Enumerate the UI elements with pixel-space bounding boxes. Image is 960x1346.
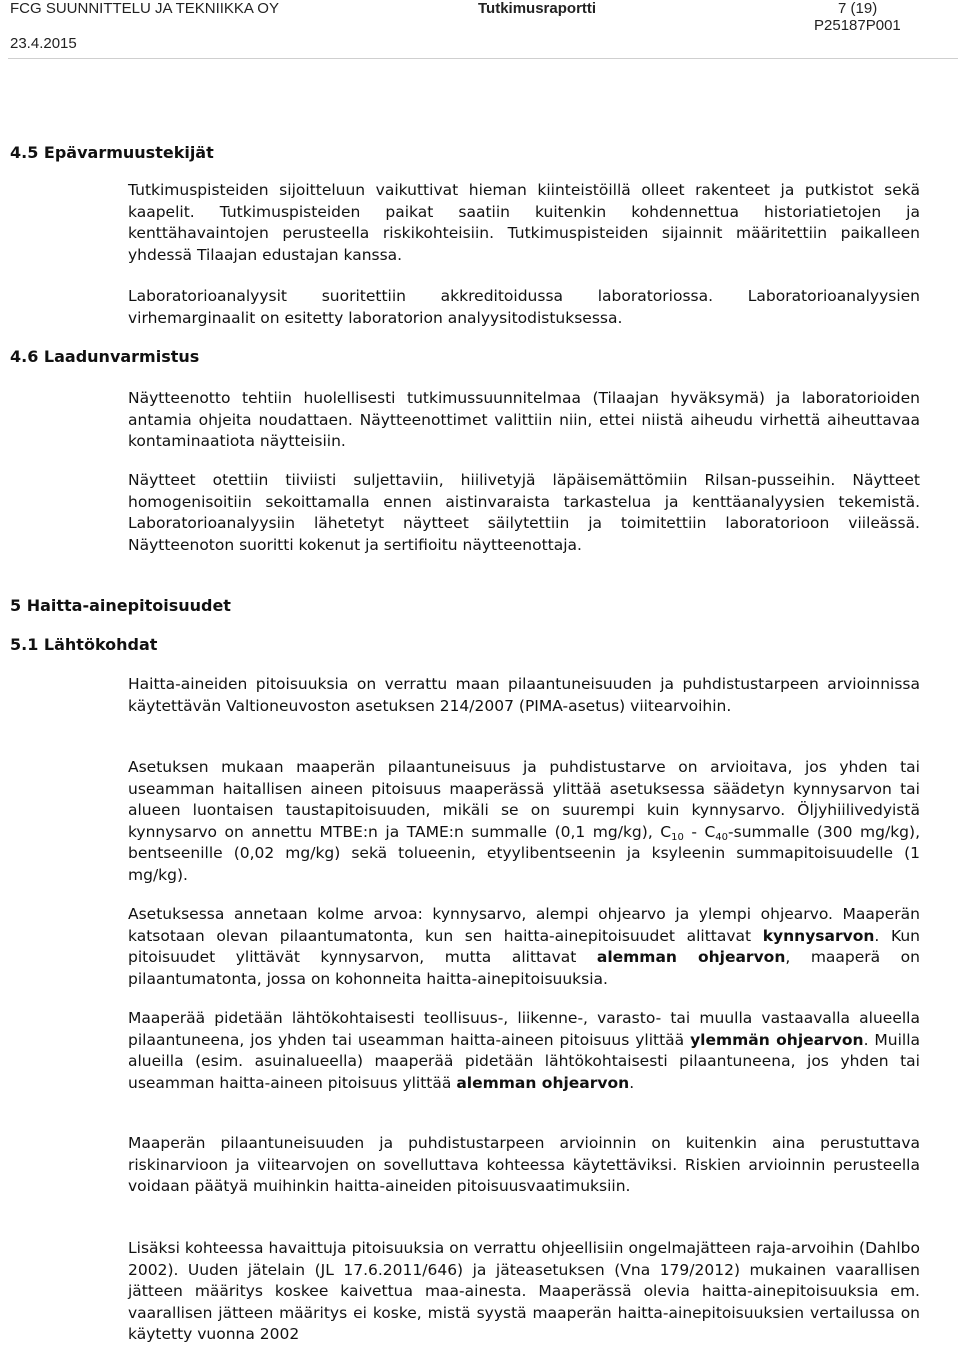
text-run: . Muilla alueilla (esim. asuinalueella) maaperää pidetään lähtökohtaisesti pilaantuneena, jos yhden tai useamman haitta-aineen pitoisuus ylittää [128,1030,921,1092]
paragraph-reference-values: Haitta-aineiden pitoisuuksia on verrattu maan pilaantuneisuuden ja puhdistustarpeen arvioinnissa käytettävän Valtioneuvoston asetuksen 214/2007 (PIMA-asetus) viitearvoihin. [128,675,920,715]
header-doc-id: P25187P001 [814,17,901,34]
bold-term: alemman ohjearvon [456,1073,630,1092]
text-run: -summalle (300 mg/kg), bentseenille (0,02 mg/kg) sekä tolueenin, etyylibentseenin ja ksyleenin summapitoisuudelle (1 mg/kg). [128,822,920,884]
paragraph-laboratory: Laboratorioanalyysit suoritettiin akkreditoidussa laboratoriossa. Laboratorioanalyysien virhemarginaalit on esitetty laboratorion analyysitodistuksessa. [128,287,920,327]
text-run: . Kun pitoisuudet ylittävät kynnysarvon, mutta alittavat [128,926,920,966]
header-doc-type: Tutkimusraportti [478,0,597,17]
bold-term: ylemmän ohjearvon [690,1030,864,1049]
paragraph-samples-handling: Näytteet otettiin tiiviisti suljettaviin, hiilivetyjä läpäisemättömiin Rilsan-pusseihin. Näytteet homogenisoitiin sekoittamalla ennen aistinvaraista tarkastelua ja kenttäanalyysien tekemistä. Laboratorioanalyysiin lähetetyt näytteet säilytettiin ja toimitettiin laboratorioon viileässä. Näytteenoton suoritti kokenut ja sertifioitu näytteenottaja. [128,471,920,554]
header-date: 23.4.2015 [10,35,77,52]
section-heading-4-6: 4.6 Laadunvarmistus [10,347,200,366]
text-run: - C [683,822,716,841]
bold-term: alemman ohjearvon [596,948,786,966]
header-page: 7 (19) [838,0,878,17]
subscript: 10 [671,831,684,843]
text-run: Asetuksen mukaan maaperän pilaantuneisuus ja puhdistustarve on arvioitava, jos yhden tai useamman haitallisen aineen pitoisuus maaperässä ylittää asetuksessa säädetyn kynnysarvon tai alueen luontaisen taustapitoisuuden, mikäli se on suurempi kuin kynnysarvo. Öljyhiilivedyistä kynnysarvo on annettu MTBE:n ja TAME:n summalle (0,1 mg/kg), C [128,758,920,841]
text-run: Asetuksessa annetaan kolme arvoa: kynnysarvo, alempi ohjearvo ja ylempi ohjearvo. Maaperän katsotaan olevan pilaantumatonta, kun sen haitta-ainepitoisuudet alittavat [128,905,920,945]
section-heading-5: 5 Haitta-ainepitoisuudet [10,596,231,615]
paragraph-waste-limits: Lisäksi kohteessa havaittuja pitoisuuksia on verrattu ohjeellisiin ongelmajätteen raja-arvoihin (Dahlbo 2002). Uuden jätelain (JL 17.6.2011/646) ja jäteasetuksen (Vna 179/2012) mukainen vaarallisen jätteen määritys koskee kaivettua maa-ainesta. Maaperässä olevia haitta-ainepitoisuuksia em. vaarallisen jätteen määritys ei koske, mistä syystä maaperän haitta-ainepitoisuuksien vertailussa on käytetty vuonna 2002 [128,1239,920,1343]
paragraph-risk-assessment: Maaperän pilaantuneisuuden ja puhdistustarpeen arvioinnin on kuitenkin aina perustuttava riskinarvioon ja viitearvojen on sovelluttava kohteessa käytettäviksi. Riskien arvioinnin perusteella voidaan päätyä muihinkin haitta-aineiden pitoisuusvaatimuksiin. [128,1134,920,1195]
paragraph-contaminated-land [128,1008,920,1094]
header-company: FCG SUUNNITTELU JA TEKNIIKKA OY [10,0,279,17]
subscript: 40 [715,831,729,843]
header-divider [8,58,958,59]
text-run: , maaperä on pilaantumatonta, jossa on kohonneita haitta-ainepitoisuuksia. [128,948,920,988]
paragraph-uncertainty: Tutkimuspisteiden sijoitteluun vaikuttivat hieman kiinteistöillä olleet rakenteet ja putkistot sekä kaapelit. Tutkimuspisteiden paikat saatiin kuitenkin kohdennettua historiatietojen ja kenttähavaintojen perusteella riskikohteisiin. Tutkimuspisteiden sijainnit määritettiin paikalleen yhdessä Tilaajan edustajan kanssa. [128,181,920,264]
text-run: Maaperää pidetään lähtökohtaisesti teollisuus-, liikenne-, varasto- tai muulla vastaavalla alueella pilaantuneena, jos yhden tai useamman haitta-aineen pitoisuus ylittää [128,1009,920,1049]
paragraph-threshold [128,757,920,886]
text-run: . [629,1073,635,1092]
section-heading-4-5: 4.5 Epävarmuustekijät [10,143,214,162]
section-heading-5-1: 5.1 Lähtökohdat [10,635,158,654]
bold-term: kynnysarvon [762,926,875,945]
paragraph-three-values [128,904,920,990]
paragraph-sampling: Näytteenotto tehtiin huolellisesti tutkimussuunnitelmaa (Tilaajan hyväksymä) ja laboratorioiden antamia ohjeita noudattaen. Näytteenottimet valittiin niin, ettei niistä aiheudu virhettä aiheuttavaa kontaminaatiota näytteisiin. [128,389,920,450]
